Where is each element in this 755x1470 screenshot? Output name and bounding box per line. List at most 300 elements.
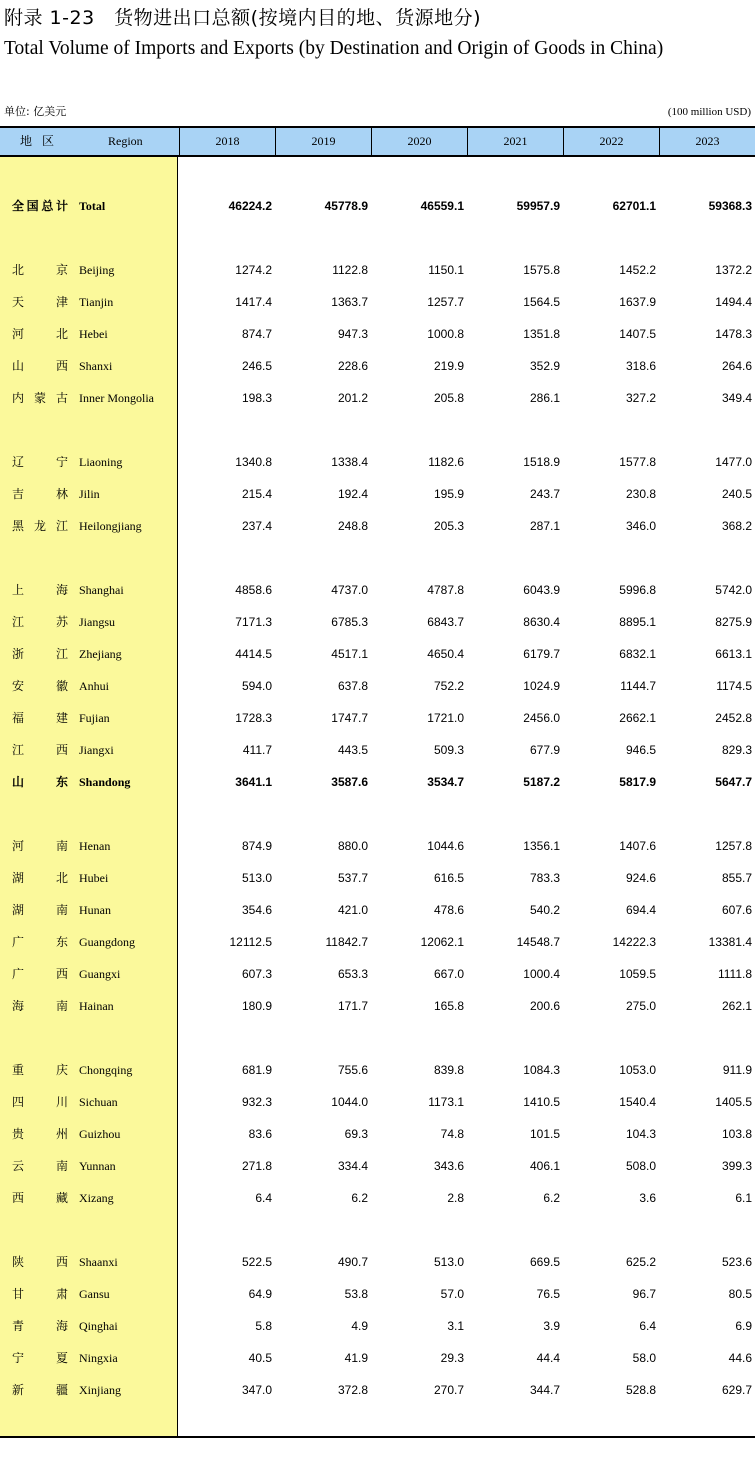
value-cell-2022: 275.0 — [625, 999, 656, 1013]
value-cell-2019: 248.8 — [337, 519, 368, 533]
value-cell-2021: 540.2 — [529, 903, 560, 917]
value-cell-2020: 839.8 — [433, 1063, 464, 1077]
value-cell-2021: 6043.9 — [523, 583, 560, 597]
value-cell-2023: 349.4 — [721, 391, 752, 405]
value-cell-2023: 855.7 — [721, 871, 752, 885]
value-cell-2019: 755.6 — [337, 1063, 368, 1077]
value-cell-2023: 1372.2 — [715, 263, 752, 277]
value-cell-2021: 101.5 — [529, 1127, 560, 1141]
value-cell-2019: 6785.3 — [331, 615, 368, 629]
region-name-cn: 上 海 — [12, 583, 68, 597]
value-cell-2021: 1410.5 — [523, 1095, 560, 1109]
region-name-cn: 重 庆 — [12, 1063, 68, 1077]
region-name-cn: 贵 州 — [12, 1127, 68, 1141]
table-row — [0, 324, 755, 344]
value-cell-2023: 240.5 — [721, 487, 752, 501]
value-cell-2022: 14222.3 — [612, 935, 656, 949]
region-name-en: Chongqing — [79, 1063, 133, 1077]
value-cell-2018: 12112.5 — [229, 935, 272, 949]
value-cell-2018: 4414.5 — [235, 647, 272, 661]
header-year-2018: 2018 — [179, 128, 275, 155]
value-cell-2021: 243.7 — [529, 487, 560, 501]
table-row — [0, 772, 755, 792]
value-cell-2018: 681.9 — [241, 1063, 272, 1077]
value-cell-2020: 509.3 — [433, 743, 464, 757]
value-cell-2020: 616.5 — [433, 871, 464, 885]
value-cell-2020: 270.7 — [433, 1383, 464, 1397]
value-cell-2023: 1405.5 — [715, 1095, 752, 1109]
value-cell-2023: 44.6 — [728, 1351, 752, 1365]
value-cell-2019: 201.2 — [337, 391, 368, 405]
value-cell-2018: 215.4 — [241, 487, 272, 501]
value-cell-2018: 4858.6 — [235, 583, 272, 597]
value-cell-2023: 1478.3 — [715, 327, 752, 341]
unit-label-cn: 单位: 亿美元 — [4, 105, 67, 118]
unit-label-en: (100 million USD) — [667, 106, 751, 118]
value-cell-2019: 6.2 — [351, 1191, 368, 1205]
value-cell-2019: 1338.4 — [331, 455, 368, 469]
region-name-cn: 北 京 — [12, 263, 68, 277]
value-cell-2023: 103.8 — [721, 1127, 752, 1141]
value-cell-2022: 528.8 — [625, 1383, 656, 1397]
value-cell-2019: 53.8 — [344, 1287, 368, 1301]
value-cell-2023: 6.9 — [735, 1319, 752, 1333]
value-cell-2022: 694.4 — [625, 903, 656, 917]
table-row — [0, 932, 755, 952]
value-cell-2022: 1452.2 — [619, 263, 656, 277]
region-name-en: Hainan — [79, 999, 114, 1013]
value-cell-2018: 198.3 — [241, 391, 272, 405]
value-cell-2018: 354.6 — [241, 903, 272, 917]
table-row — [0, 836, 755, 856]
value-cell-2020: 1182.6 — [428, 455, 464, 469]
value-cell-2018: 246.5 — [241, 359, 272, 373]
table-row — [0, 292, 755, 312]
value-cell-2020: 3534.7 — [427, 775, 464, 789]
value-cell-2023: 5742.0 — [715, 583, 752, 597]
value-cell-2020: 1173.1 — [428, 1095, 464, 1109]
value-cell-2018: 874.9 — [241, 839, 272, 853]
region-name-en: Guangxi — [79, 967, 121, 981]
header-year-2021: 2021 — [467, 128, 563, 155]
region-name-cn: 云 南 — [12, 1159, 68, 1173]
value-cell-2020: 29.3 — [440, 1351, 464, 1365]
table-row — [0, 516, 755, 536]
value-cell-2019: 443.5 — [337, 743, 368, 757]
region-name-en: Guizhou — [79, 1127, 121, 1141]
value-cell-2021: 2456.0 — [523, 711, 560, 725]
value-cell-2022: 58.0 — [632, 1351, 656, 1365]
value-cell-2019: 41.9 — [344, 1351, 368, 1365]
value-cell-2023: 59368.3 — [708, 199, 752, 213]
region-name-cn: 福 建 — [12, 711, 68, 725]
value-cell-2022: 230.8 — [625, 487, 656, 501]
table-row — [0, 1188, 755, 1208]
value-cell-2022: 5996.8 — [619, 583, 656, 597]
region-name-en: Sichuan — [79, 1095, 118, 1109]
value-cell-2021: 59957.9 — [516, 199, 560, 213]
value-cell-2019: 228.6 — [337, 359, 368, 373]
value-cell-2023: 6613.1 — [715, 647, 752, 661]
value-cell-2020: 219.9 — [433, 359, 464, 373]
header-year-2019: 2019 — [275, 128, 371, 155]
value-cell-2022: 346.0 — [625, 519, 656, 533]
value-cell-2019: 490.7 — [337, 1255, 368, 1269]
value-cell-2019: 1747.7 — [331, 711, 368, 725]
region-name-en: Qinghai — [79, 1319, 118, 1333]
region-name-cn: 山 西 — [12, 359, 68, 373]
value-cell-2022: 946.5 — [625, 743, 656, 757]
value-cell-2021: 3.9 — [543, 1319, 560, 1333]
value-cell-2023: 1174.5 — [716, 679, 752, 693]
region-name-en: Guangdong — [79, 935, 135, 949]
value-cell-2022: 6.4 — [639, 1319, 656, 1333]
value-cell-2019: 537.7 — [337, 871, 368, 885]
value-cell-2020: 6843.7 — [427, 615, 464, 629]
value-cell-2020: 205.3 — [433, 519, 464, 533]
region-name-cn: 甘 肃 — [12, 1287, 68, 1301]
value-cell-2023: 523.6 — [721, 1255, 752, 1269]
value-cell-2022: 1059.5 — [619, 967, 656, 981]
value-cell-2021: 1518.9 — [523, 455, 560, 469]
table-row — [0, 1060, 755, 1080]
value-cell-2022: 318.6 — [625, 359, 656, 373]
region-name-cn: 陕 西 — [12, 1255, 68, 1269]
region-name-cn: 吉 林 — [12, 487, 68, 501]
value-cell-2023: 368.2 — [721, 519, 752, 533]
value-cell-2023: 1494.4 — [715, 295, 752, 309]
table-row — [0, 1348, 755, 1368]
region-name-cn: 河 南 — [12, 839, 68, 853]
value-cell-2018: 271.8 — [241, 1159, 272, 1173]
table-row — [0, 452, 755, 472]
table-row — [0, 612, 755, 632]
value-cell-2018: 522.5 — [241, 1255, 272, 1269]
value-cell-2022: 96.7 — [632, 1287, 656, 1301]
value-cell-2020: 205.8 — [433, 391, 464, 405]
value-cell-2020: 195.9 — [433, 487, 464, 501]
value-cell-2018: 1274.2 — [235, 263, 272, 277]
value-cell-2019: 192.4 — [337, 487, 368, 501]
header-year-2022: 2022 — [563, 128, 659, 155]
region-name-cn: 辽 宁 — [12, 455, 68, 469]
region-name-cn: 湖 北 — [12, 871, 68, 885]
value-cell-2023: 8275.9 — [715, 615, 752, 629]
value-cell-2021: 344.7 — [529, 1383, 560, 1397]
region-name-en: Inner Mongolia — [79, 391, 154, 405]
value-cell-2023: 1257.8 — [715, 839, 752, 853]
value-cell-2023: 6.1 — [735, 1191, 752, 1205]
region-name-cn: 湖 南 — [12, 903, 68, 917]
region-name-cn: 江 苏 — [12, 615, 68, 629]
value-cell-2021: 783.3 — [529, 871, 560, 885]
table-row — [0, 388, 755, 408]
value-cell-2019: 4517.1 — [331, 647, 368, 661]
region-name-en: Gansu — [79, 1287, 110, 1301]
region-name-en: Jilin — [79, 487, 100, 501]
value-cell-2018: 594.0 — [241, 679, 272, 693]
table-row — [0, 356, 755, 376]
table-row — [0, 900, 755, 920]
value-cell-2020: 74.8 — [440, 1127, 464, 1141]
region-name-cn: 新 疆 — [12, 1383, 68, 1397]
region-name-cn: 安 徽 — [12, 679, 68, 693]
value-cell-2018: 347.0 — [241, 1383, 272, 1397]
value-cell-2020: 4787.8 — [427, 583, 464, 597]
value-cell-2022: 625.2 — [625, 1255, 656, 1269]
region-name-cn: 江 西 — [12, 743, 68, 757]
region-name-en: Shandong — [79, 775, 131, 789]
table-row — [0, 580, 755, 600]
value-cell-2020: 343.6 — [433, 1159, 464, 1173]
value-cell-2023: 5647.7 — [715, 775, 752, 789]
value-cell-2021: 352.9 — [529, 359, 560, 373]
value-cell-2021: 1351.8 — [523, 327, 560, 341]
value-cell-2019: 45778.9 — [324, 199, 368, 213]
value-cell-2020: 667.0 — [433, 967, 464, 981]
region-name-en: Yunnan — [79, 1159, 116, 1173]
value-cell-2021: 1575.8 — [523, 263, 560, 277]
region-name-en: Jiangxi — [79, 743, 114, 757]
value-cell-2019: 372.8 — [337, 1383, 368, 1397]
page-title-en: Total Volume of Imports and Exports (by Destination and Origin of Goods in China) — [4, 38, 664, 59]
table-row — [0, 1380, 755, 1400]
region-name-cn: 四 川 — [12, 1095, 68, 1109]
table-row — [0, 1252, 755, 1272]
value-cell-2023: 911.9 — [722, 1063, 752, 1077]
region-name-cn: 广 西 — [12, 967, 68, 981]
region-name-cn: 天 津 — [12, 295, 68, 309]
region-name-en: Liaoning — [79, 455, 123, 469]
page-title-cn: 附录 1-23 货物进出口总额(按境内目的地、货源地分) — [4, 7, 481, 29]
region-name-en: Xizang — [79, 1191, 114, 1205]
value-cell-2019: 69.3 — [344, 1127, 368, 1141]
value-cell-2022: 1407.6 — [619, 839, 656, 853]
region-name-en: Shanxi — [79, 359, 113, 373]
value-cell-2022: 3.6 — [639, 1191, 656, 1205]
value-cell-2021: 677.9 — [529, 743, 560, 757]
value-cell-2022: 1053.0 — [619, 1063, 656, 1077]
value-cell-2023: 80.5 — [728, 1287, 752, 1301]
value-cell-2020: 4650.4 — [427, 647, 464, 661]
value-cell-2019: 421.0 — [337, 903, 368, 917]
table-row — [0, 1316, 755, 1336]
value-cell-2022: 8895.1 — [619, 615, 656, 629]
region-name-en: Beijing — [79, 263, 115, 277]
value-cell-2019: 637.8 — [337, 679, 368, 693]
value-cell-2019: 3587.6 — [331, 775, 368, 789]
region-name-en: Tianjin — [79, 295, 114, 309]
table-row — [0, 676, 755, 696]
region-name-en: Fujian — [79, 711, 110, 725]
table-row — [0, 868, 755, 888]
value-cell-2022: 508.0 — [625, 1159, 656, 1173]
value-cell-2021: 1564.5 — [523, 295, 560, 309]
region-name-cn: 广 东 — [12, 935, 68, 949]
table-row — [0, 1092, 755, 1112]
table-row — [0, 996, 755, 1016]
table-row — [0, 484, 755, 504]
region-name-en: Shanghai — [79, 583, 124, 597]
value-cell-2019: 4737.0 — [331, 583, 368, 597]
value-cell-2022: 924.6 — [625, 871, 656, 885]
value-cell-2018: 237.4 — [241, 519, 272, 533]
table-row — [0, 1284, 755, 1304]
region-name-en: Shaanxi — [79, 1255, 118, 1269]
value-cell-2019: 653.3 — [337, 967, 368, 981]
table-row — [0, 644, 755, 664]
value-cell-2020: 3.1 — [447, 1319, 464, 1333]
region-name-en: Ningxia — [79, 1351, 118, 1365]
value-cell-2018: 513.0 — [241, 871, 272, 885]
value-cell-2022: 5817.9 — [619, 775, 656, 789]
region-name-cn: 山 东 — [12, 775, 68, 789]
value-cell-2020: 1150.1 — [428, 263, 464, 277]
region-name-en: Hubei — [79, 871, 109, 885]
value-cell-2018: 6.4 — [255, 1191, 272, 1205]
value-cell-2018: 83.6 — [248, 1127, 272, 1141]
region-name-en: Hebei — [79, 327, 108, 341]
region-name-en: Xinjiang — [79, 1383, 121, 1397]
table-row — [0, 964, 755, 984]
value-cell-2020: 1721.0 — [427, 711, 464, 725]
value-cell-2023: 829.3 — [721, 743, 752, 757]
value-cell-2018: 607.3 — [241, 967, 272, 981]
value-cell-2022: 327.2 — [625, 391, 656, 405]
region-name-en: Total — [79, 199, 106, 213]
value-cell-2021: 14548.7 — [516, 935, 560, 949]
value-cell-2018: 180.9 — [241, 999, 272, 1013]
table-row — [0, 1156, 755, 1176]
value-cell-2019: 1044.0 — [331, 1095, 368, 1109]
header-region-cn: 地区 — [20, 134, 65, 148]
value-cell-2021: 1356.1 — [523, 839, 560, 853]
region-name-cn: 黑 龙 江 — [12, 519, 68, 533]
value-cell-2019: 4.9 — [351, 1319, 368, 1333]
table-row — [0, 1124, 755, 1144]
region-name-cn: 海 南 — [12, 999, 68, 1013]
region-name-cn: 宁 夏 — [12, 1351, 68, 1365]
value-cell-2020: 478.6 — [433, 903, 464, 917]
header-year-2020: 2020 — [371, 128, 467, 155]
value-cell-2021: 44.4 — [536, 1351, 560, 1365]
value-cell-2018: 64.9 — [248, 1287, 272, 1301]
value-cell-2020: 1000.8 — [427, 327, 464, 341]
value-cell-2020: 57.0 — [440, 1287, 464, 1301]
value-cell-2020: 12062.1 — [420, 935, 464, 949]
value-cell-2019: 334.4 — [337, 1159, 368, 1173]
value-cell-2023: 399.3 — [721, 1159, 752, 1173]
value-cell-2019: 880.0 — [337, 839, 368, 853]
region-name-cn: 青 海 — [12, 1319, 68, 1333]
value-cell-2021: 200.6 — [529, 999, 560, 1013]
value-cell-2022: 2662.1 — [619, 711, 656, 725]
value-cell-2021: 8630.4 — [523, 615, 560, 629]
value-cell-2022: 104.3 — [625, 1127, 656, 1141]
value-cell-2021: 1084.3 — [523, 1063, 560, 1077]
value-cell-2019: 171.7 — [337, 999, 368, 1013]
value-cell-2023: 2452.8 — [715, 711, 752, 725]
value-cell-2023: 262.1 — [721, 999, 752, 1013]
value-cell-2019: 947.3 — [337, 327, 368, 341]
value-cell-2021: 1024.9 — [523, 679, 560, 693]
value-cell-2023: 264.6 — [721, 359, 752, 373]
value-cell-2018: 40.5 — [248, 1351, 272, 1365]
value-cell-2019: 1363.7 — [331, 295, 368, 309]
value-cell-2018: 1417.4 — [235, 295, 272, 309]
value-cell-2023: 607.6 — [721, 903, 752, 917]
value-cell-2018: 932.3 — [241, 1095, 272, 1109]
value-cell-2020: 513.0 — [433, 1255, 464, 1269]
value-cell-2018: 1728.3 — [235, 711, 272, 725]
value-cell-2021: 1000.4 — [523, 967, 560, 981]
value-cell-2020: 1044.6 — [427, 839, 464, 853]
header-region-en: Region — [108, 134, 143, 148]
table-bottom-rule — [0, 1436, 755, 1438]
value-cell-2018: 1340.8 — [235, 455, 272, 469]
value-cell-2020: 46559.1 — [420, 199, 464, 213]
region-name-cn: 西 藏 — [12, 1191, 68, 1205]
value-cell-2021: 287.1 — [529, 519, 560, 533]
value-cell-2018: 411.7 — [242, 743, 272, 757]
value-cell-2022: 1637.9 — [619, 295, 656, 309]
region-name-cn: 全 国 总 计 — [12, 199, 68, 213]
region-name-en: Jiangsu — [79, 615, 115, 629]
region-name-en: Henan — [79, 839, 111, 853]
value-cell-2018: 7171.3 — [235, 615, 272, 629]
value-cell-2023: 629.7 — [721, 1383, 752, 1397]
region-name-cn: 浙 江 — [12, 647, 68, 661]
value-cell-2019: 1122.8 — [332, 263, 368, 277]
value-cell-2018: 46224.2 — [228, 199, 272, 213]
value-cell-2018: 874.7 — [241, 327, 272, 341]
value-cell-2018: 3641.1 — [235, 775, 272, 789]
region-name-en: Heilongjiang — [79, 519, 142, 533]
region-name-en: Zhejiang — [79, 647, 122, 661]
region-name-cn: 内 蒙 古 — [12, 391, 68, 405]
value-cell-2023: 13381.4 — [708, 935, 752, 949]
value-cell-2020: 2.8 — [447, 1191, 464, 1205]
header-year-2023: 2023 — [659, 128, 755, 155]
value-cell-2022: 6832.1 — [619, 647, 656, 661]
value-cell-2022: 1144.7 — [620, 679, 656, 693]
value-cell-2020: 752.2 — [433, 679, 464, 693]
value-cell-2021: 76.5 — [536, 1287, 560, 1301]
region-name-cn: 河 北 — [12, 327, 68, 341]
table-row — [0, 196, 755, 216]
value-cell-2021: 6.2 — [543, 1191, 560, 1205]
region-name-en: Hunan — [79, 903, 111, 917]
value-cell-2023: 1477.0 — [715, 455, 752, 469]
value-cell-2022: 1407.5 — [619, 327, 656, 341]
value-cell-2021: 6179.7 — [523, 647, 560, 661]
value-cell-2021: 406.1 — [529, 1159, 560, 1173]
value-cell-2021: 669.5 — [529, 1255, 560, 1269]
value-cell-2019: 11842.7 — [325, 935, 368, 949]
value-cell-2023: 1111.8 — [717, 967, 752, 981]
table-row — [0, 708, 755, 728]
table-row — [0, 260, 755, 280]
value-cell-2022: 1577.8 — [619, 455, 656, 469]
value-cell-2022: 1540.4 — [619, 1095, 656, 1109]
table-row — [0, 740, 755, 760]
value-cell-2021: 286.1 — [529, 391, 560, 405]
value-cell-2022: 62701.1 — [612, 199, 656, 213]
value-cell-2021: 5187.2 — [523, 775, 560, 789]
value-cell-2018: 5.8 — [255, 1319, 272, 1333]
value-cell-2020: 165.8 — [433, 999, 464, 1013]
region-name-en: Anhui — [79, 679, 109, 693]
